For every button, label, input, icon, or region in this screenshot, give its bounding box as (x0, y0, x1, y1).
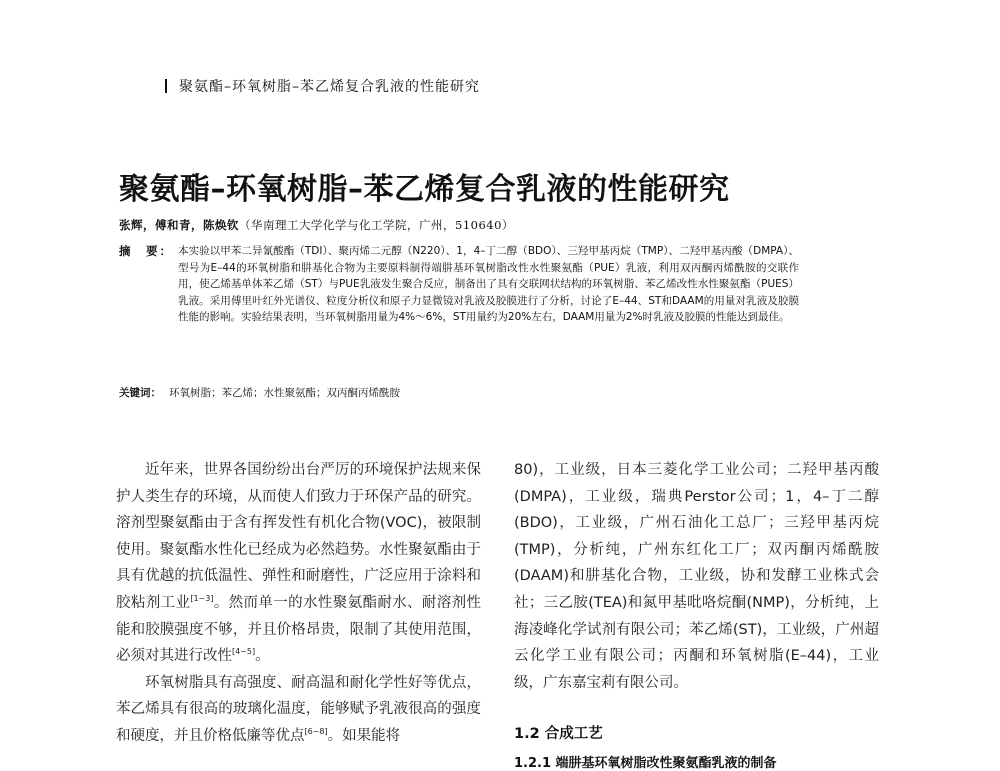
running-header (165, 76, 480, 96)
body-left-column (116, 457, 481, 750)
paper-title: 聚氨酯–环氧树脂–苯乙烯复合乳液的性能研究 (119, 172, 730, 207)
author-names: 张辉，傅和青，陈焕钦 (119, 218, 239, 232)
keywords (119, 385, 400, 400)
intro-paragraph-2 (116, 670, 481, 750)
text-run: 近年来，世界各国纷纷出台严厉的环境保护法规来保护人类生存的环境，从而使人们致力于环保产品的研究。溶剂型聚氨酯由于含有挥发性有机化合物(VOC)，被限制使用。聚氨酯水性化已经成为必然趋势。水性聚氨酯由于具有优越的抗低温性、弹性和耐磨性，广泛应用于涂料和胶粘剂工业 (116, 462, 481, 611)
abstract (119, 243, 799, 326)
text-run: 。如果能将 (327, 727, 401, 744)
keywords-label: 关键词： (119, 387, 161, 399)
text-run: 环氧树脂具有高强度、耐高温和耐化学性好等优点，苯乙烯具有很高的玻璃化温度，能够赋予乳液很高的强度和硬度，并且价格低廉等优点 (116, 674, 481, 744)
intro-paragraph-1 (116, 457, 481, 670)
citation[interactable]: [4~5] (232, 647, 256, 657)
abstract-label: 摘 要： (119, 244, 173, 258)
citation[interactable]: [6~8] (304, 727, 328, 737)
author-affiliation: （华南理工大学化学与化工学院，广州，510640） (239, 218, 514, 232)
subsection-heading: 1.2.1 端肼基环氧树脂改性聚氨酯乳液的制备 (514, 756, 777, 771)
author-line (119, 217, 514, 233)
running-header-text: 聚氨酯–环氧树脂–苯乙烯复合乳液的性能研究 (179, 79, 480, 95)
materials-paragraph: 80)，工业级，日本三菱化学工业公司；二羟甲基丙酸(DMPA)，工业级，瑞典Perstor公司；1，4–丁二醇(BDO)，工业级，广州石油化工总厂；三羟甲基丙烷(TMP)，分析纯，广州东红化工厂；双丙酮丙烯酰胺(DAAM)和肼基化合物，工业级，协和发酵工业株式会社；三乙胺(TEA)和氮甲基吡咯烷酮(NMP)，分析纯，上海凌峰化学试剂有限公司；苯乙烯(ST)，工业级，广州超云化学工业有限公司；丙酮和环氧树脂(E–44)，工业级，广东嘉宝莉有限公司。 (514, 462, 879, 691)
body-right-column (514, 457, 879, 696)
header-rule (165, 79, 167, 93)
text-run: 。然而单一的水性聚氨酯耐水、耐溶剂性能和胶膜强度不够，并且价格昂贵，限制了其使用范围，必须对其进行改性 (116, 594, 482, 665)
keywords-text: 环氧树脂；苯乙烯；水性聚氨酯；双丙酮丙烯酰胺 (169, 387, 400, 399)
section-heading: 1.2 合成工艺 (514, 726, 603, 742)
abstract-text: 本实验以甲苯二异氰酸酯（TDI）、聚丙烯二元醇（N220）、1，4–丁二醇（BDO）、三羟甲基丙烷（TMP）、二羟甲基丙酸（DMPA）、型号为E–44的环氧树脂和肼基化合物为主要原料制得端肼基环氧树脂改性水性聚氨酯（PUE）乳液，利用双丙酮丙烯酰胺的交联作用，使乙烯基单体苯乙烯（ST）与PUE乳液发生聚合反应，制备出了具有交联网状结构的环氧树脂、苯乙烯改性水性聚氨酯（PUES）乳液。采用傅里叶红外光谱仪、粒度分析仪和原子力显微镜对乳液及胶膜进行了分析，讨论了E–44、ST和DAAM的用量对乳液及胶膜性能的影响。实验结果表明，当环氧树脂用量为4%～6%，ST用量约为20%左右，DAAM用量为2%时乳液及胶膜的性能达到最佳。 (178, 245, 799, 323)
text-run: 。 (255, 648, 270, 665)
citation[interactable]: [1~3] (190, 594, 214, 604)
